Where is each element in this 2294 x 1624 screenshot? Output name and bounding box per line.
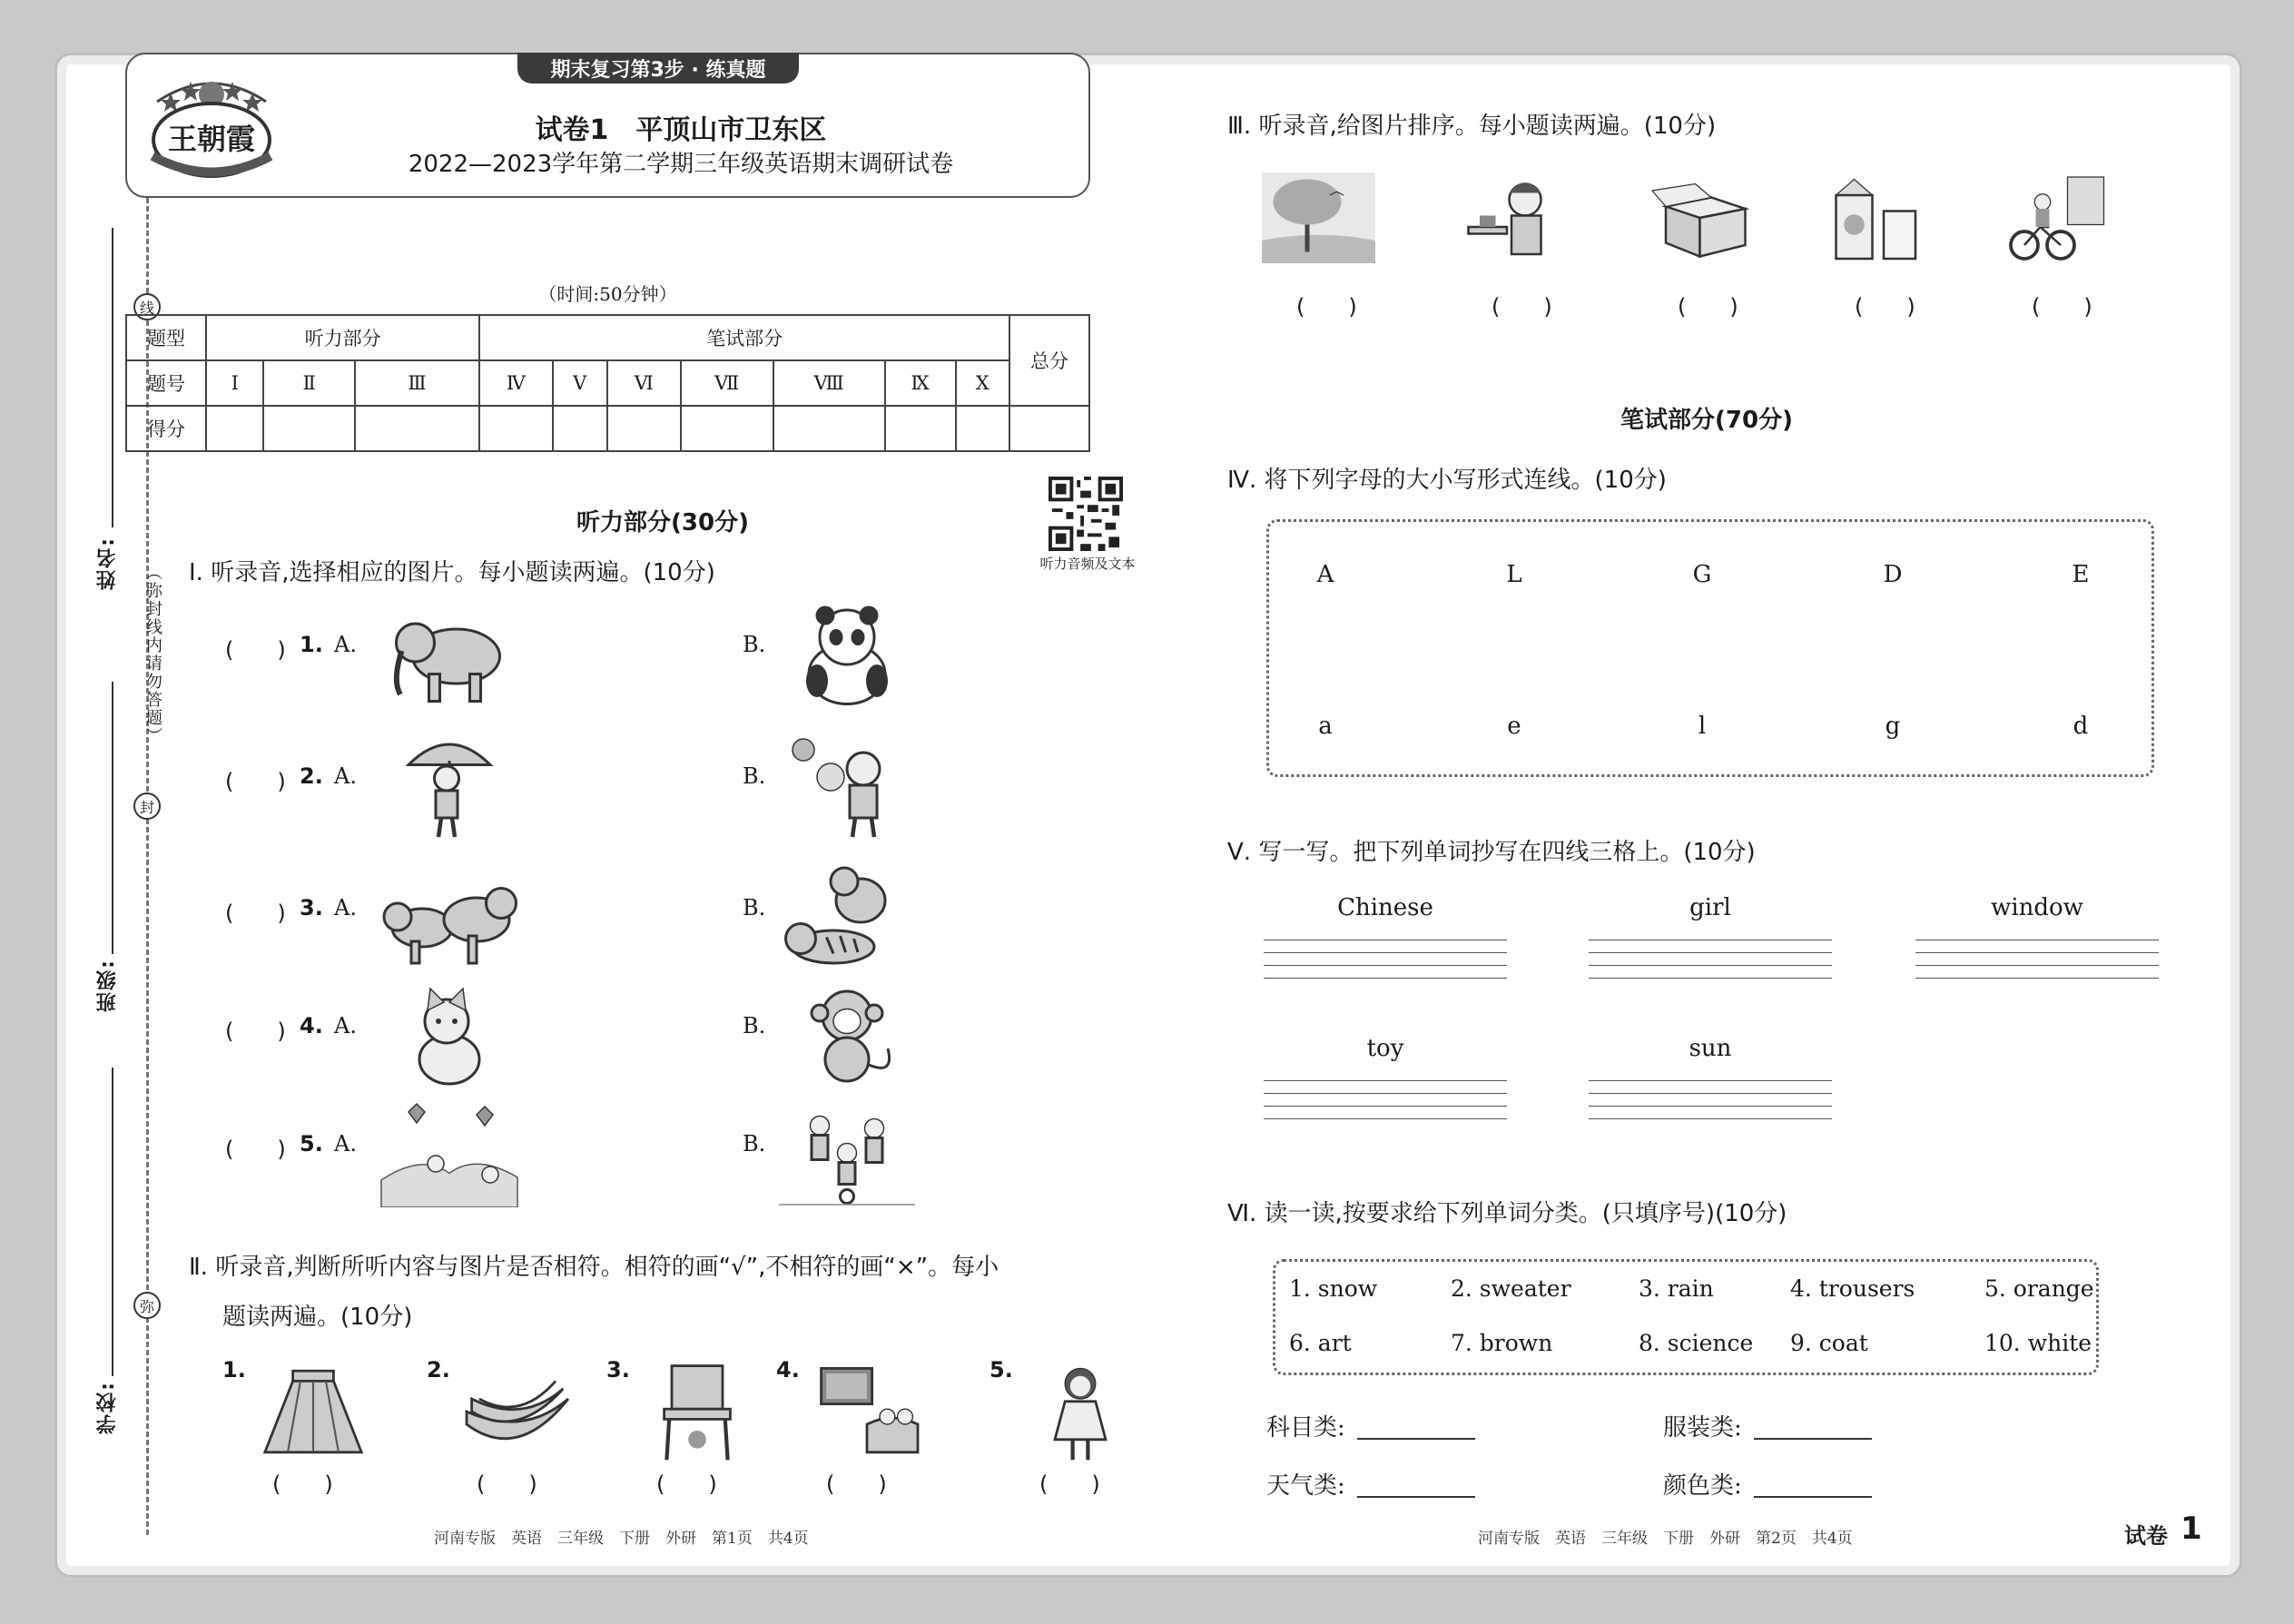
category-label: 颜色类:	[1663, 1472, 1742, 1500]
word-option: 2. sweater	[1451, 1275, 1571, 1302]
question-number: 4.	[300, 1013, 323, 1038]
score-table	[125, 314, 1090, 452]
cell-score-label: 得分	[126, 406, 206, 451]
qr-caption: 听力音频及文本	[1039, 556, 1136, 572]
cyclist-picture	[1997, 159, 2111, 277]
lowercase-letter[interactable]: l	[1698, 713, 1707, 740]
cell-num-5: Ⅴ	[553, 360, 607, 406]
category-label: 服装类:	[1663, 1414, 1742, 1442]
category-label: 科目类:	[1266, 1414, 1345, 1442]
answer-paren[interactable]: ( )	[656, 1471, 717, 1497]
cell-num-3: Ⅲ	[355, 360, 479, 406]
lowercase-letter[interactable]: a	[1318, 713, 1333, 740]
answer-paren[interactable]: ( )	[826, 1471, 887, 1497]
score-cell[interactable]	[681, 406, 773, 451]
cell-type-label: 题型	[126, 315, 206, 360]
lowercase-letter[interactable]: g	[1885, 713, 1901, 740]
copy-word: Chinese	[1337, 894, 1433, 921]
listening-heading: 听力部分(30分)	[576, 509, 749, 536]
answer-paren[interactable]: ( )	[1678, 294, 1738, 320]
elephant-picture	[363, 599, 536, 708]
tree-landscape-picture	[1262, 159, 1375, 277]
publisher-logo	[143, 65, 280, 183]
watching-tv-picture	[803, 1353, 930, 1471]
qr-code-icon[interactable]	[1049, 477, 1123, 551]
paper-label: 试卷	[2124, 1523, 2168, 1549]
answer-blank[interactable]	[1754, 1496, 1872, 1498]
cell-listening: 听力部分	[206, 315, 479, 360]
binding-mark-mi: 弥	[133, 1292, 161, 1319]
review-step-tab: 期末复习第3步 · 练真题	[517, 53, 799, 84]
uppercase-letter[interactable]: G	[1692, 561, 1712, 588]
panda-picture	[779, 599, 915, 708]
word-option: 6. art	[1289, 1330, 1352, 1356]
exam-subtitle: 2022—2023学年第二学期三年级英语期末调研试卷	[408, 151, 954, 178]
word-option: 1. snow	[1289, 1275, 1378, 1302]
score-cell[interactable]	[206, 406, 263, 451]
question-number: 5.	[989, 1357, 1013, 1383]
class-line	[112, 682, 113, 954]
answer-paren[interactable]: ( )	[272, 1471, 333, 1497]
monkey-picture	[779, 980, 915, 1089]
option-a-label: A.	[334, 1131, 357, 1156]
question-number: 3.	[300, 895, 323, 920]
girl-phone-picture	[1457, 159, 1570, 277]
four-line-grid[interactable]	[1264, 940, 1507, 994]
milk-picture	[1820, 159, 1934, 277]
option-a-label: A.	[334, 895, 357, 920]
option-b-label: B.	[743, 895, 766, 920]
cell-num-1: Ⅰ	[206, 360, 263, 406]
binding-note: （弥封线内请勿答题）	[143, 564, 162, 745]
score-cell[interactable]	[885, 406, 956, 451]
exam-title: 试卷1 平顶山市卫东区	[535, 114, 827, 146]
q4-title: Ⅳ. 将下列字母的大小写形式连线。(10分)	[1227, 467, 1667, 494]
answer-paren[interactable]: ( )	[225, 1137, 286, 1162]
four-line-grid[interactable]	[1915, 940, 2159, 994]
cell-written: 笔试部分	[479, 315, 1009, 360]
footer-right: 河南专版 英语 三年级 下册 外研 第2页 共4页	[1478, 1530, 1853, 1548]
option-b-label: B.	[743, 763, 766, 789]
answer-paren[interactable]: ( )	[1855, 294, 1915, 320]
answer-paren[interactable]: ( )	[477, 1471, 537, 1497]
copy-word: sun	[1689, 1035, 1732, 1062]
word-option: 7. brown	[1451, 1330, 1553, 1356]
question-number: 1.	[222, 1357, 246, 1383]
option-a-label: A.	[334, 1013, 357, 1038]
q3-title: Ⅲ. 听录音,给图片排序。每小题读两遍。(10分)	[1227, 113, 1717, 140]
answer-paren[interactable]: ( )	[225, 769, 286, 794]
binding-mark-feng: 封	[133, 792, 161, 820]
name-label: 姓名:	[96, 536, 119, 590]
option-a-label: A.	[334, 763, 357, 789]
word-option: 4. trousers	[1790, 1275, 1915, 1302]
score-cell[interactable]	[1009, 406, 1089, 451]
school-label: 学校:	[96, 1381, 119, 1434]
cell-num-10: Ⅹ	[956, 360, 1009, 406]
copy-word: girl	[1689, 894, 1731, 921]
skirt-picture	[250, 1353, 377, 1471]
uppercase-letter[interactable]: D	[1883, 561, 1903, 588]
option-a-label: A.	[334, 632, 357, 657]
answer-blank[interactable]	[1357, 1496, 1475, 1498]
copy-word: window	[1991, 894, 2083, 921]
word-option: 8. science	[1639, 1330, 1754, 1356]
boy-in-rain-picture	[363, 731, 536, 840]
answer-blank[interactable]	[1357, 1438, 1475, 1440]
chair-picture	[634, 1353, 761, 1471]
class-label: 班级:	[96, 959, 119, 1012]
word-option: 9. coat	[1790, 1330, 1868, 1356]
answer-paren[interactable]: ( )	[2032, 294, 2092, 320]
four-line-grid[interactable]	[1589, 1080, 1832, 1135]
option-b-label: B.	[743, 632, 766, 657]
score-cell[interactable]	[956, 406, 1009, 451]
cell-num-9: Ⅸ	[885, 360, 956, 406]
question-number: 3.	[606, 1357, 630, 1383]
score-cell[interactable]	[263, 406, 354, 451]
q6-title: Ⅵ. 读一读,按要求给下列单词分类。(只填序号)(10分)	[1227, 1200, 1787, 1227]
word-option: 10. white	[1984, 1330, 2092, 1356]
lowercase-letter[interactable]: e	[1507, 713, 1521, 740]
uppercase-letter[interactable]: L	[1506, 561, 1522, 588]
four-line-grid[interactable]	[1589, 940, 1832, 994]
bananas-picture	[454, 1353, 581, 1471]
cell-total: 总分	[1009, 315, 1089, 406]
answer-paren[interactable]: ( )	[1296, 294, 1357, 320]
cell-num-4: Ⅳ	[479, 360, 552, 406]
word-option: 5. orange	[1984, 1275, 2094, 1302]
uppercase-letter[interactable]: A	[1316, 561, 1334, 588]
cell-num-6: Ⅵ	[607, 360, 681, 406]
score-cell[interactable]	[355, 406, 479, 451]
answer-paren[interactable]: ( )	[225, 1019, 286, 1044]
q2-title-line1: Ⅱ. 听录音,判断所听内容与图片是否相符。相符的画“√”,不相符的画“×”。每小	[189, 1254, 999, 1281]
cell-num-8: Ⅷ	[773, 360, 885, 406]
score-cell[interactable]	[607, 406, 681, 451]
tigers-picture	[779, 862, 915, 971]
score-cell[interactable]	[773, 406, 885, 451]
flying-kites-picture	[363, 1098, 536, 1207]
answer-paren[interactable]: ( )	[225, 637, 286, 663]
question-number: 2.	[427, 1357, 450, 1383]
paper-number: 1	[2181, 1511, 2202, 1547]
option-b-label: B.	[743, 1131, 766, 1156]
option-b-label: B.	[743, 1013, 766, 1038]
cell-num-2: Ⅱ	[263, 360, 354, 406]
question-number: 1.	[300, 632, 323, 657]
answer-paren[interactable]: ( )	[225, 901, 286, 926]
copy-word: toy	[1366, 1035, 1404, 1062]
school-line	[112, 1068, 113, 1376]
cell-number-label: 题号	[126, 360, 206, 406]
cat-picture	[363, 980, 536, 1089]
score-cell[interactable]	[479, 406, 552, 451]
answer-paren[interactable]: ( )	[1492, 294, 1552, 320]
name-line	[112, 228, 113, 527]
answer-blank[interactable]	[1754, 1438, 1872, 1440]
q2-title-line2: 题读两遍。(10分)	[222, 1304, 413, 1331]
girl-picture	[1017, 1353, 1144, 1471]
four-line-grid[interactable]	[1264, 1080, 1507, 1135]
word-option: 3. rain	[1639, 1275, 1714, 1302]
elephants-picture	[363, 862, 536, 971]
answer-paren[interactable]: ( )	[1039, 1471, 1100, 1497]
question-number: 4.	[776, 1357, 800, 1383]
written-heading: 笔试部分(70分)	[1620, 407, 1793, 434]
cell-num-7: Ⅶ	[681, 360, 773, 406]
box-picture	[1643, 159, 1757, 277]
score-cell[interactable]	[553, 406, 607, 451]
q5-title: Ⅴ. 写一写。把下列单词抄写在四线三格上。(10分)	[1227, 839, 1756, 866]
q1-title: Ⅰ. 听录音,选择相应的图片。每小题读两遍。(10分)	[189, 559, 715, 586]
question-number: 2.	[300, 763, 323, 789]
footer-left: 河南专版 英语 三年级 下册 外研 第1页 共4页	[434, 1530, 809, 1548]
binding-mark-xian: 线	[133, 293, 161, 320]
boy-in-sun-picture	[779, 731, 915, 840]
exam-time: （时间:50分钟）	[538, 283, 677, 305]
logo-text: 王朝霞	[167, 122, 256, 156]
lowercase-letter[interactable]: d	[2072, 713, 2089, 740]
category-label: 天气类:	[1266, 1472, 1345, 1500]
question-number: 5.	[300, 1131, 323, 1156]
playing-football-picture	[779, 1098, 915, 1207]
uppercase-letter[interactable]: E	[2072, 561, 2090, 588]
